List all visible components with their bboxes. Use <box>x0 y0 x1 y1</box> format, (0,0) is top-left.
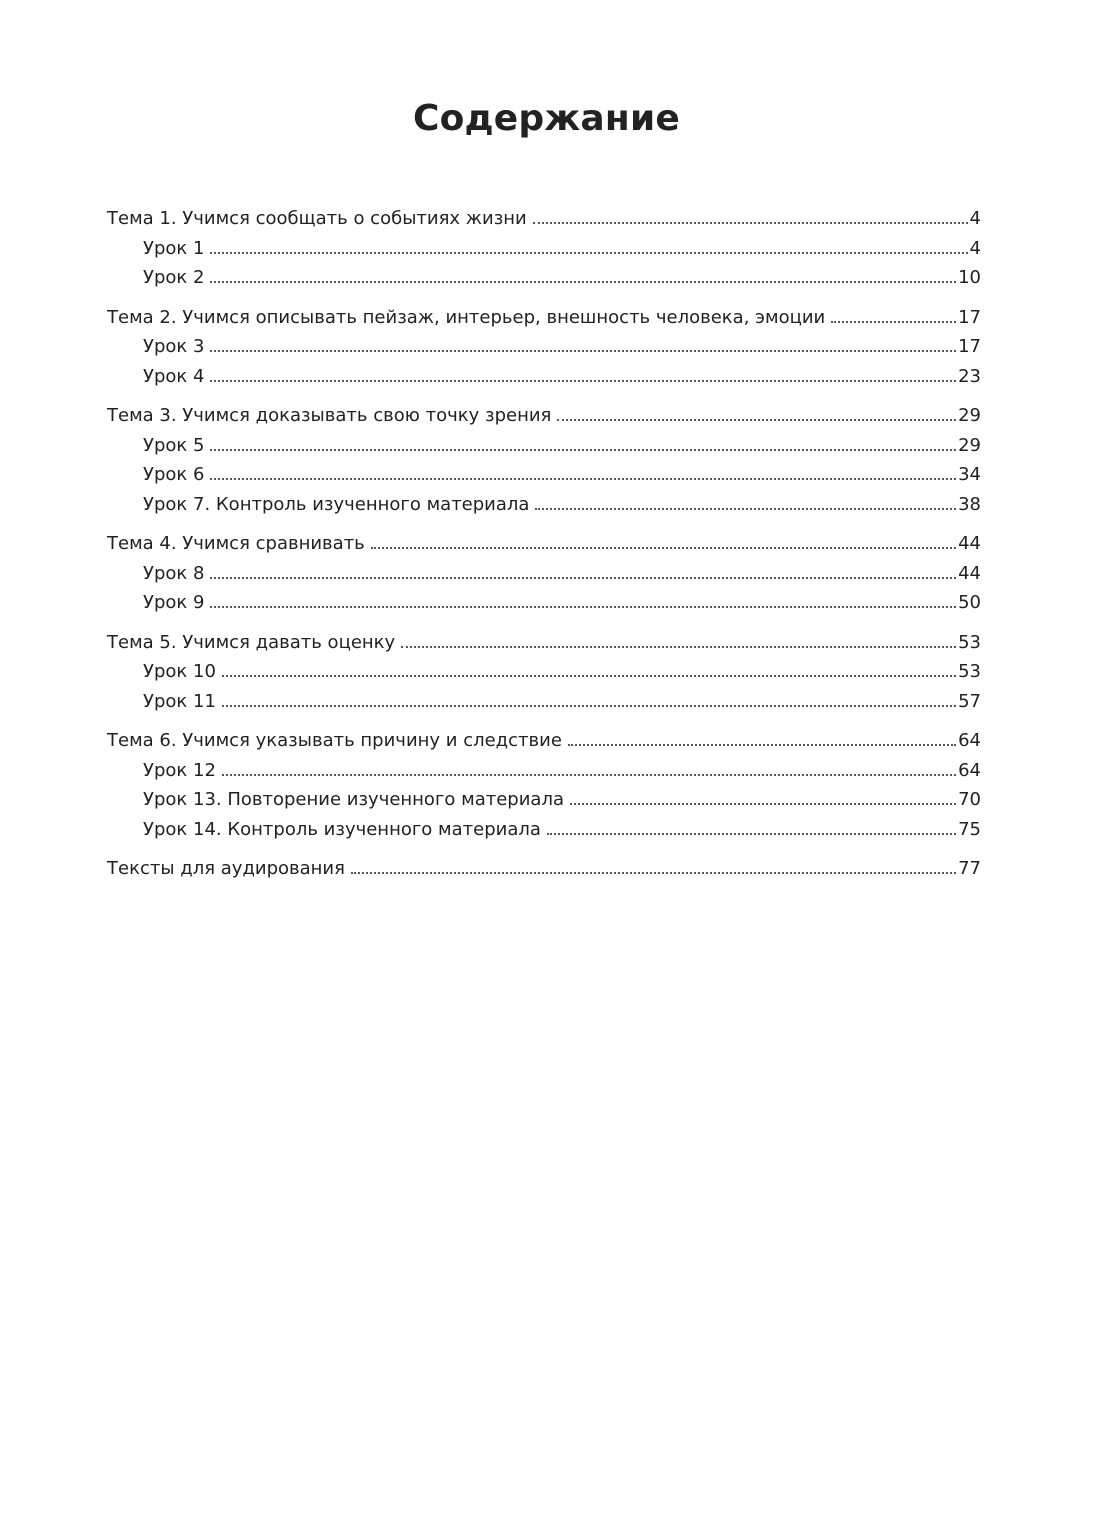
dot-leader <box>547 832 956 835</box>
toc-lesson-entry <box>107 559 981 589</box>
toc-lesson-entry <box>107 785 981 815</box>
toc-entry-label: Тема 3. Учимся доказывать свою точку зрения <box>107 405 552 426</box>
dot-leader <box>371 546 956 549</box>
dot-leader <box>210 349 956 352</box>
toc-entry-label: Урок 14. Контроль изученного материала <box>143 818 541 840</box>
toc-entry-label: Урок 7. Контроль изученного материала <box>143 493 530 515</box>
dot-leader <box>222 674 956 677</box>
dot-leader <box>557 418 956 421</box>
toc-entry-label: Тема 2. Учимся описывать пейзаж, интерьер, внешность человека, эмоции <box>107 306 826 328</box>
toc-page-number: 57 <box>958 690 981 712</box>
dot-leader <box>210 477 956 480</box>
toc-lesson-entry <box>107 263 981 293</box>
toc-group <box>107 529 981 618</box>
toc-entry-label: Урок 12 <box>143 759 216 781</box>
toc-entry-label: Тема 5. Учимся давать оценку <box>107 631 396 653</box>
dot-leader <box>401 645 956 648</box>
toc-page-number: 44 <box>958 533 981 554</box>
toc-lesson-entry <box>107 362 981 392</box>
toc-entry-label: Урок 8 <box>143 562 205 584</box>
toc-page-number: 53 <box>958 631 981 653</box>
dot-leader <box>210 280 956 283</box>
toc-page-number: 4 <box>969 208 981 229</box>
dot-leader <box>535 507 956 510</box>
dot-leader <box>570 802 956 805</box>
dot-leader <box>831 320 956 323</box>
toc-lesson-entry <box>107 687 981 717</box>
toc-topic-entry <box>107 303 981 333</box>
toc-topic-entry <box>107 854 981 884</box>
dot-leader <box>222 704 956 707</box>
toc-entry-label: Урок 3 <box>143 336 205 357</box>
toc-page-number: 75 <box>958 818 981 840</box>
toc-lesson-entry <box>107 815 981 845</box>
toc-group <box>107 854 981 884</box>
toc-page-number: 44 <box>958 562 981 584</box>
toc-entry-label: Урок 2 <box>143 267 205 288</box>
toc-entry-label: Тема 1. Учимся сообщать о событиях жизни <box>107 208 527 229</box>
toc-group <box>107 628 981 717</box>
toc-topic-entry <box>107 726 981 756</box>
toc-page-number: 70 <box>958 789 981 810</box>
toc-page-number: 77 <box>958 858 981 879</box>
toc-topic-entry <box>107 204 981 234</box>
dot-leader <box>210 448 956 451</box>
toc-lesson-entry <box>107 332 981 362</box>
toc-entry-label: Урок 10 <box>143 661 216 682</box>
toc-lesson-entry <box>107 490 981 520</box>
dot-leader <box>210 379 956 382</box>
dot-leader <box>210 605 956 608</box>
toc-entry-label: Урок 6 <box>143 464 205 485</box>
dot-leader <box>210 576 956 579</box>
toc-page-number: 23 <box>958 365 981 387</box>
toc-page-number: 17 <box>958 336 981 357</box>
toc-page-number: 34 <box>958 464 981 485</box>
toc-lesson-entry <box>107 234 981 264</box>
dot-leader <box>210 251 967 254</box>
toc-lesson-entry <box>107 657 981 687</box>
toc-group <box>107 303 981 392</box>
toc-lesson-entry <box>107 460 981 490</box>
toc-page-number: 17 <box>958 306 981 328</box>
toc-lesson-entry <box>107 431 981 461</box>
dot-leader <box>533 221 968 224</box>
toc-page-number: 64 <box>958 730 981 751</box>
toc-entry-label: Урок 9 <box>143 592 205 613</box>
toc-page-number: 29 <box>958 405 981 426</box>
toc-page-number: 4 <box>969 237 981 259</box>
toc-page-number: 50 <box>958 592 981 613</box>
toc-lesson-entry <box>107 588 981 618</box>
toc-entry-label: Урок 11 <box>143 690 216 712</box>
toc-entry-label: Урок 5 <box>143 434 205 456</box>
toc-entry-label: Тема 6. Учимся указывать причину и следствие <box>107 730 562 751</box>
toc-topic-entry <box>107 628 981 658</box>
dot-leader <box>351 871 956 874</box>
toc-entry-label: Урок 4 <box>143 365 205 387</box>
toc-topic-entry <box>107 529 981 559</box>
toc-page-number: 10 <box>958 267 981 288</box>
dot-leader <box>568 743 956 746</box>
page-title: Содержание <box>412 98 681 139</box>
toc-group <box>107 204 981 293</box>
toc-entry-label: Урок 13. Повторение изученного материала <box>143 789 564 810</box>
toc-lesson-entry <box>107 756 981 786</box>
toc-page-number: 38 <box>958 493 981 515</box>
table-of-contents <box>107 204 981 894</box>
toc-entry-label: Тексты для аудирования <box>107 858 345 879</box>
dot-leader <box>222 773 956 776</box>
toc-group <box>107 401 981 519</box>
toc-group <box>107 726 981 844</box>
toc-topic-entry <box>107 401 981 431</box>
toc-page-number: 64 <box>958 759 981 781</box>
toc-entry-label: Урок 1 <box>143 237 205 259</box>
toc-page-number: 29 <box>958 434 981 456</box>
toc-entry-label: Тема 4. Учимся сравнивать <box>107 533 365 554</box>
toc-page-number: 53 <box>958 661 981 682</box>
